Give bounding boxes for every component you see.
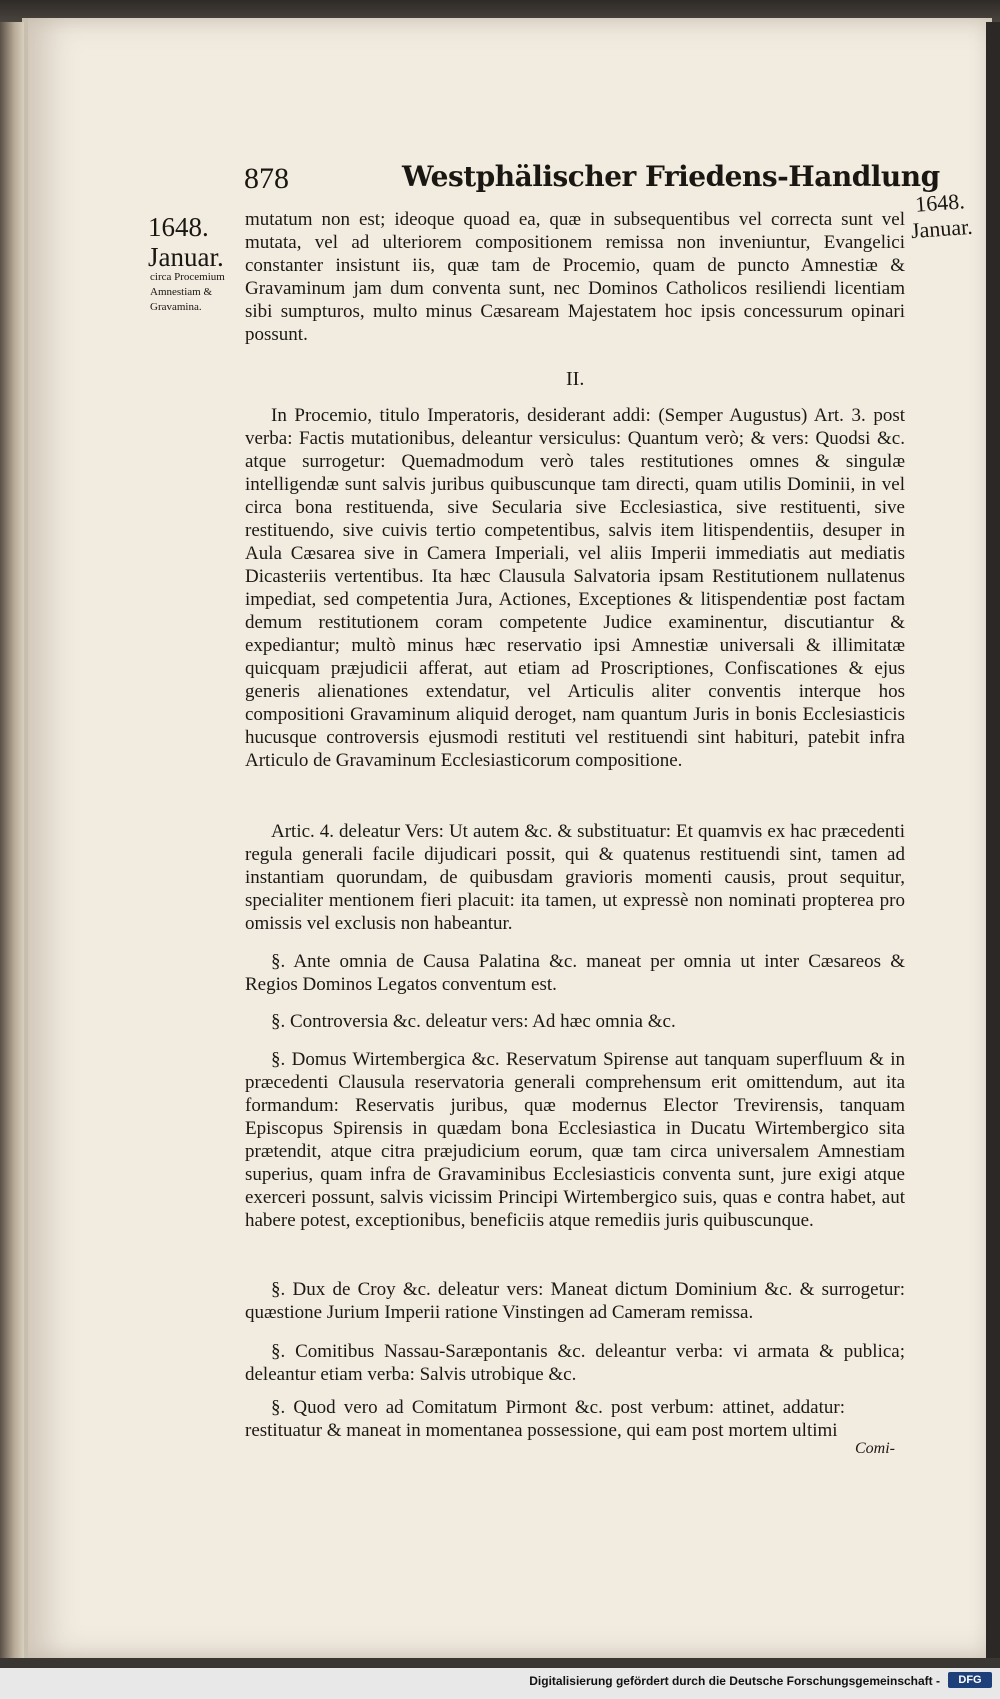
book-spine — [0, 22, 24, 1658]
footer-credit: Digitalisierung gefördert durch die Deutsche Forschungsgemeinschaft - — [529, 1674, 940, 1688]
paragraph-dux-de-croy: §. Dux de Croy &c. deleatur vers: Maneat dictum Dominium &c. & surrogetur: quæstione Jurium Imperii ratione Vinstingen ad Cameram remissa. — [245, 1279, 905, 1323]
running-head: Westphälischer Friedens-Handlung — [402, 160, 940, 193]
margin-note: circa Procemium Amnestiam & Gravamina. — [150, 271, 225, 313]
page-number: 878 — [244, 162, 289, 195]
margin-date — [148, 212, 224, 272]
margin-month: Januar. — [148, 242, 224, 272]
paragraph-intro: mutatum non est; ideoque quoad ea, quæ in subsequentibus vel correcta sunt vel mutata, vel ad ulteriorem compositionem remissa non inveniuntur, Evangelici constanter insistunt iis, quæ tam de Procemio, quam de puncto Amnestiæ & Gravaminum jam dum conventa sunt, nec Dominos Catholicos resiliendi licentiam sibi sumpturos, multo minus Cæsaream Majestatem hoc ipsis concessurum opinari possunt. — [245, 209, 905, 345]
margin-right-year: 1648. — [914, 188, 966, 217]
margin-date-right — [908, 188, 973, 244]
margin-year: 1648. — [148, 212, 209, 242]
catchword: Comi- — [855, 1440, 895, 1457]
paragraph-controversia: §. Controversia &c. deleatur vers: Ad hæc omnia &c. — [271, 1011, 676, 1032]
dfg-logo: DFG — [948, 1672, 992, 1688]
paragraph-artic-4: Artic. 4. deleatur Vers: Ut autem &c. & substituatur: Et quamvis ex hac præcedenti regula generali facile dijudicari possit, qui & quatenus restituendi sint, tamen ad instantiam quorundam, de quibusdam gravioris momenti causis, prout sequitur, specialiter mentionem fieri placuit: ita tamen, ut expressè non nominati propterea pro omissis vel exclusis non habeantur. — [245, 821, 905, 934]
paragraph-procemium: In Procemio, titulo Imperatoris, desiderant addi: (Semper Augustus) Art. 3. post verba: Factis mutationibus, deleantur versiculus: Quantum verò; & vers: Quodsi &c. atque surrogetur: Quemadmodum verò tales restitutiones omnes & singulæ intelligendæ sunt salvis juribus quibuscunque tam directi, quam utilis Dominii, in vel circa bona restituenda, sive Secularia sive Ecclesiastica, sive restituenti, sive restituendo, sive cuivis tertio competentibus, salvis item litispendentiis, desuper in Aula Cæsarea sive in Camera Imperiali, vel aliis Imperii immediatis aut mediatis Dicasteriis vertentibus. Ita hæc Clausula Salvatoria ipsam Restitutionem nullatenus impediat, sed competentia Jura, Actiones, Exceptiones & litispendentiæ post factam demum restitutionem coram competente Judice examinentur, discutiantur & expediantur; multò minus hæc reservatio ipsi Amnestiæ universali & illimitatæ quicquam præjudicii afferat, aut etiam ad Proscriptiones, Confiscationes & ejus generis alienationes extendatur, vel Articulis aliter conventis interque hos compositioni Gravaminum aliquid deroget, nam quantum Juris in bonis Ecclesiasticis hucusque controversis ejusmodi restituti vel restituendi sint habituri, patebit infra Articulo de Gravaminum Ecclesiasticorum compositione. — [245, 405, 905, 771]
paragraph-causa-palatina: §. Ante omnia de Causa Palatina &c. maneat per omnia ut inter Cæsareos & Regios Dominos Legatos conventum est. — [245, 951, 905, 995]
paragraph-nassau: §. Comitibus Nassau-Saræpontanis &c. deleantur verba: vi armata & publica; deleantur etiam verba: Salvis utrobique &c. — [245, 1341, 905, 1385]
margin-right-month: Januar. — [910, 213, 974, 244]
scanner-edge — [986, 22, 1000, 1658]
section-heading: II. — [566, 368, 585, 390]
paragraph-domus-wirtembergica: §. Domus Wirtembergica &c. Reservatum Spirense aut tanquam superfluum & in præcedenti Clausula reservatoria generali comprehensum erit omittendum, aut ita formandum: Reservatis juribus, quæ modernus Elector Trevirensis, tanquam Episcopus Spirensis in quædam bona Ecclesiastica in Ducatu Wirtembergico sita prætendit, atque citra præjudicium eorum, quæ tam circa universalem Amnestiam superius, quam infra de Gravaminibus Ecclesiasticis conventa sunt, jure exigi atque exerceri possunt, salvis vicissim Principi Wirtembergico suis, quas e contra habet, aut habere potest, exceptionibus, beneficiis atque remediis juris quibuscunque. — [245, 1049, 905, 1231]
paragraph-pirmont: §. Quod vero ad Comitatum Pirmont &c. post verbum: attinet, addatur: restituatur & maneat in momentanea possessione, qui eam post mortem ultimi — [245, 1397, 845, 1441]
